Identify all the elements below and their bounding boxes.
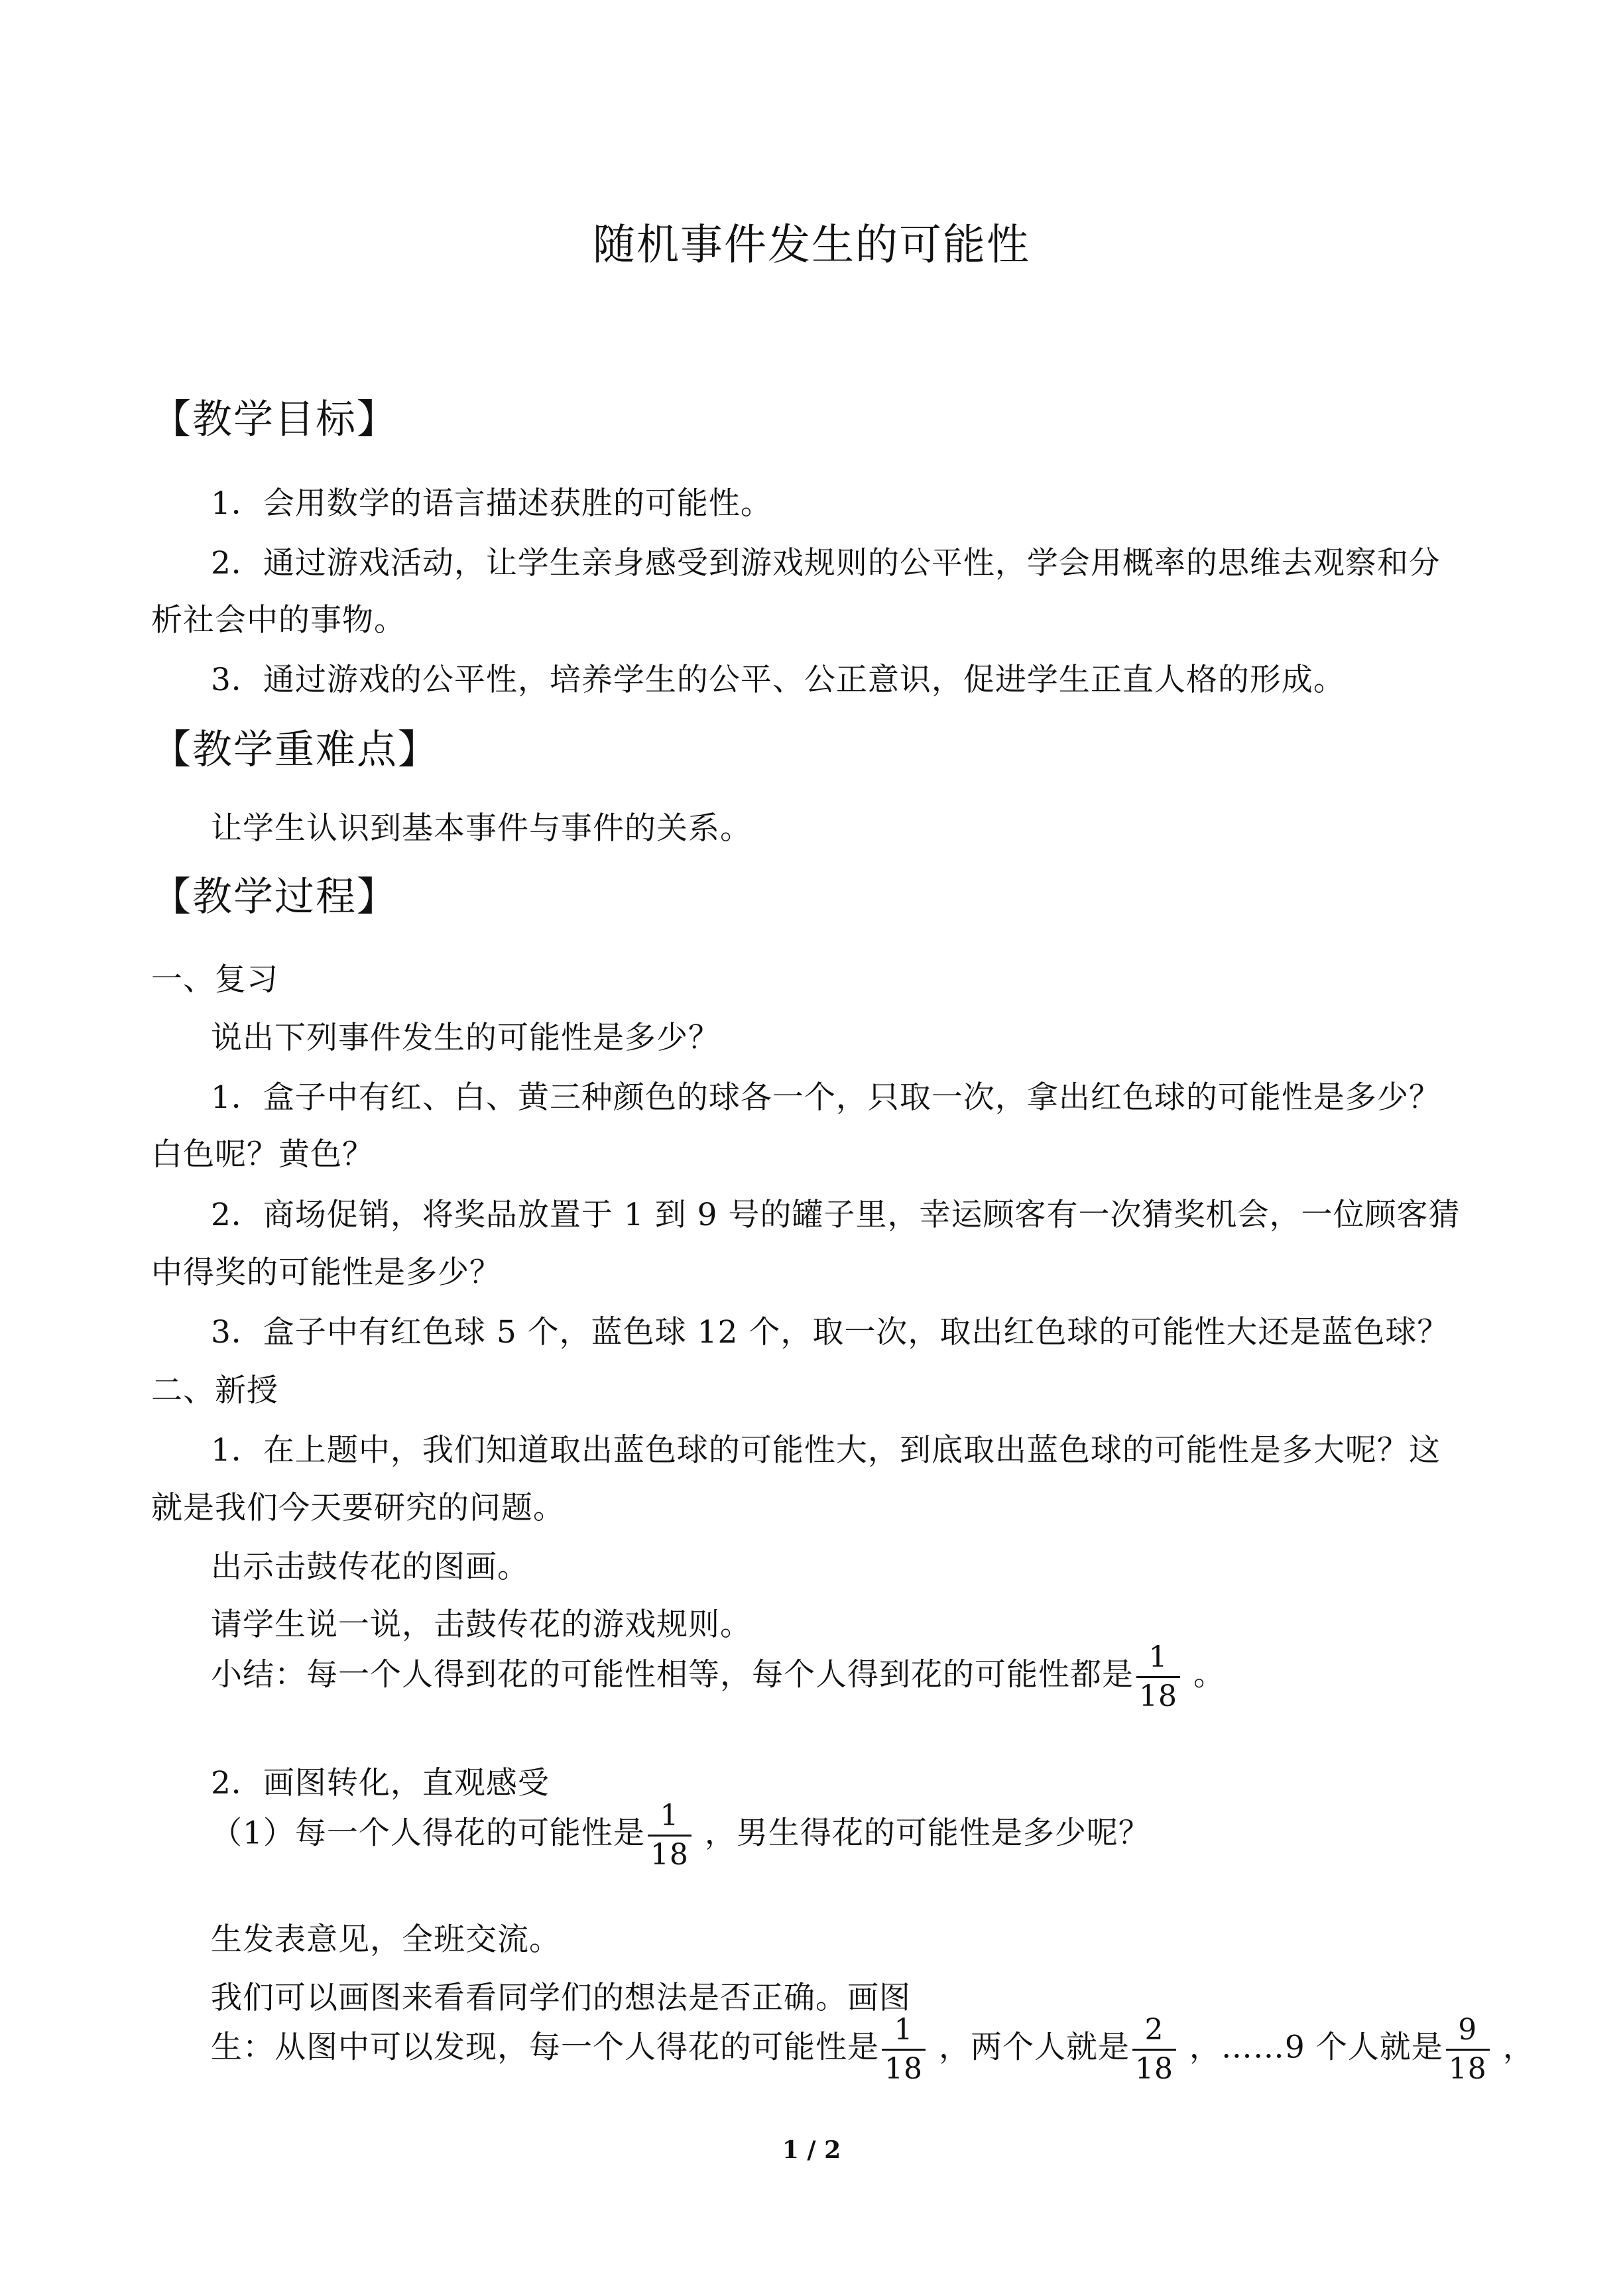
goal-item-2-line-1: 2．通过游戏活动，让学生亲身感受到游戏规则的公平性，学会用概率的思维去观察和分	[211, 545, 1441, 581]
fraction-denominator: 18	[1446, 2049, 1490, 2084]
goal-item-1: 1．会用数学的语言描述获胜的可能性。	[211, 485, 772, 522]
summary-text-post: 。	[1183, 1656, 1225, 1693]
heading-teaching-goals: 【教学目标】	[151, 396, 398, 443]
new-lesson-p6: 我们可以画图来看看同学们的想法是否正确。画图	[211, 1980, 911, 2016]
key-points-text: 让学生认识到基本事件与事件的关系。	[211, 810, 752, 847]
new-lesson-p1-line-1: 1．在上题中，我们知道取出蓝色球的可能性大，到底取出蓝色球的可能性是多大呢？这	[211, 1432, 1441, 1469]
review-question-2-line-1: 2．商场促销，将奖品放置于 1 到 9 号的罐子里，幸运顾客有一次猜奖机会，一位顾客猜	[211, 1197, 1461, 1233]
review-question-1-line-1: 1．盒子中有红、白、黄三种颜色的球各一个，只取一次，拿出红色球的可能性是多少？	[211, 1079, 1441, 1116]
answer-text-pre: 生：从图中可以发现，每一个人得花的可能性是	[211, 2029, 879, 2066]
summary-text-pre: 小结：每一个人得到花的可能性相等，每个人得到花的可能性都是	[211, 1656, 1134, 1693]
fraction-denominator: 18	[648, 1835, 691, 1870]
fraction-numerator: 1	[894, 2013, 914, 2047]
page-number: 1 / 2	[782, 2136, 841, 2164]
section-new-lesson-heading: 二、新授	[151, 1372, 278, 1409]
new-lesson-p2: 出示击鼓传花的图画。	[211, 1549, 529, 1585]
fraction-numerator: 1	[1148, 1640, 1168, 1674]
new-lesson-p1-line-2: 就是我们今天要研究的问题。	[151, 1490, 565, 1526]
new-lesson-p5: 生发表意见，全班交流。	[211, 1921, 561, 1958]
goal-item-2-line-2: 析社会中的事物。	[151, 602, 406, 638]
review-question-3: 3．盒子中有红色球 5 个，蓝色球 12 个，取一次，取出红色球的可能性大还是蓝色球？	[211, 1314, 1449, 1351]
new-lesson-question-1	[211, 1801, 1150, 1870]
new-lesson-student-answer	[211, 2013, 1535, 2086]
question-text-post: ，男生得花的可能性是多少呢？	[693, 1815, 1150, 1852]
new-lesson-summary	[211, 1640, 1225, 1713]
heading-teaching-process: 【教学过程】	[151, 874, 398, 920]
answer-text-mid-1: ，两个人就是	[928, 2029, 1130, 2066]
fraction-numerator: 2	[1144, 2013, 1164, 2047]
fraction-denominator: 18	[1132, 2049, 1176, 2084]
fraction-denominator: 18	[882, 2049, 926, 2084]
fraction-one-eighteenth	[648, 1801, 691, 1870]
new-lesson-p4: 2．画图转化，直观感受	[211, 1765, 550, 1801]
fraction-numerator: 1	[660, 1799, 680, 1833]
fraction-denominator: 18	[1136, 1676, 1180, 1711]
fraction-two-eighteenths	[1132, 2013, 1176, 2086]
review-intro: 说出下列事件发生的可能性是多少？	[211, 1020, 720, 1056]
review-question-2-line-2: 中得奖的可能性是多少？	[151, 1254, 501, 1291]
heading-key-points: 【教学重难点】	[151, 727, 439, 773]
answer-text-mid-2: ，……9 个人就是	[1178, 2029, 1443, 2066]
new-lesson-p3: 请学生说一说，击鼓传花的游戏规则。	[211, 1606, 752, 1643]
question-text-pre: （1）每一个人得花的可能性是	[211, 1815, 645, 1852]
fraction-one-eighteenth	[1136, 1640, 1180, 1713]
fraction-numerator: 9	[1458, 2013, 1478, 2047]
section-review-heading: 一、复习	[151, 961, 278, 998]
goal-item-3: 3．通过游戏的公平性，培养学生的公平、公正意识，促进学生正直人格的形成。	[211, 662, 1345, 698]
answer-text-post: ，	[1492, 2029, 1535, 2066]
document-title: 随机事件发生的可能性	[593, 221, 1030, 270]
review-question-1-line-2: 白色呢？黄色？	[151, 1136, 374, 1173]
fraction-one-eighteenth	[882, 2013, 926, 2086]
fraction-nine-eighteenths	[1446, 2013, 1490, 2086]
